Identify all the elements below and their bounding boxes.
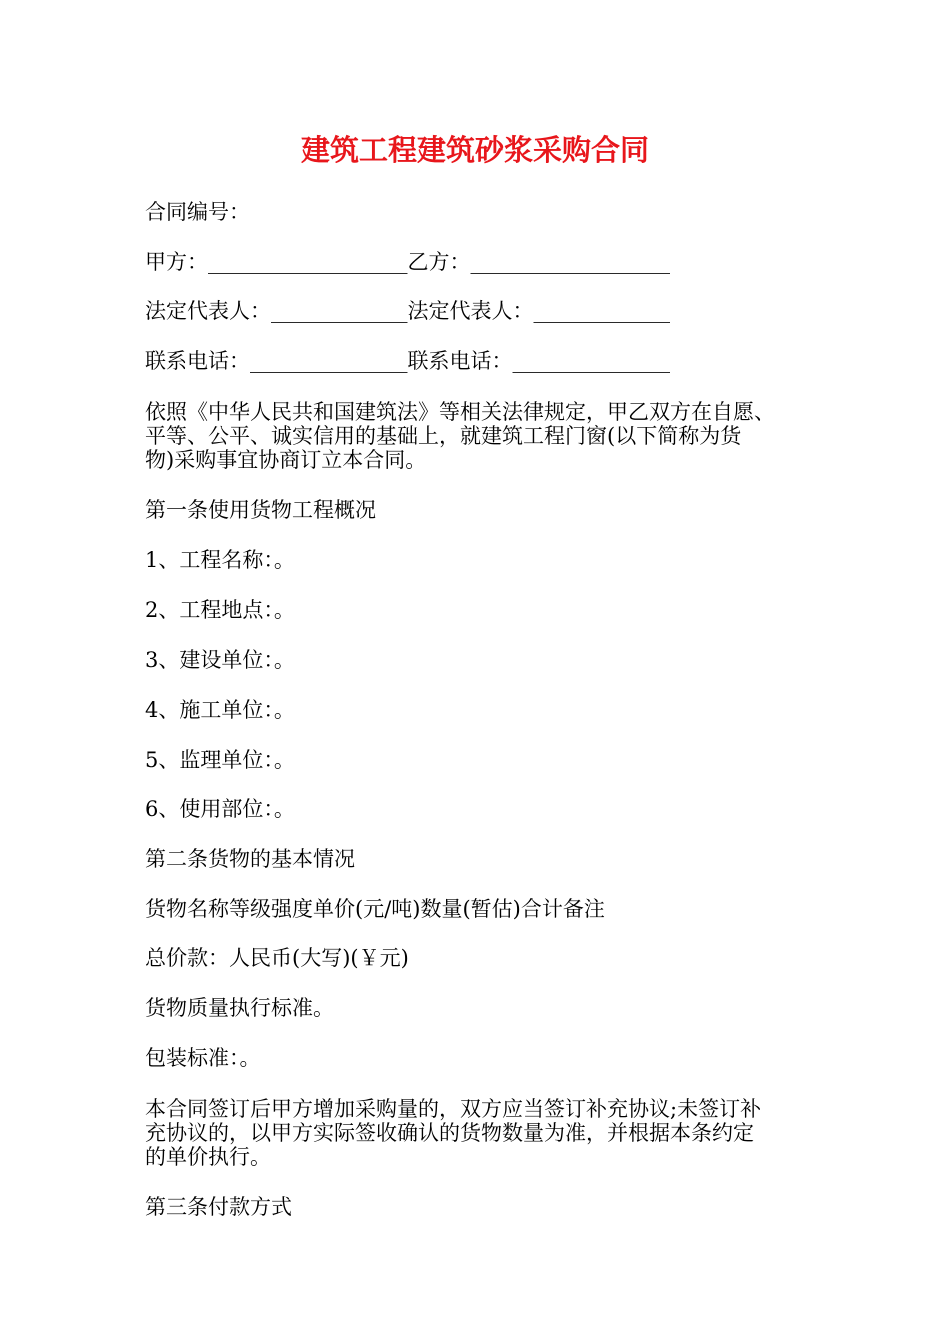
legal-representative-line: 法定代表人：_____________法定代表人：_____________ — [145, 299, 670, 323]
supplement-line: 的单价执行。 — [145, 1145, 271, 1169]
article1-item: 3、建设单位：。 — [145, 648, 295, 672]
intro-line: 平等、公平、诚实信用的基础上，就建筑工程门窗(以下简称为货 — [145, 424, 742, 448]
intro-line: 依照《中华人民共和国建筑法》等相关法律规定，甲乙双方在自愿、 — [145, 400, 775, 424]
article1-title: 第一条使用货物工程概况 — [145, 498, 376, 522]
article1-item: 6、使用部位：。 — [145, 797, 295, 821]
article2-title: 第二条货物的基本情况 — [145, 847, 355, 871]
supplement-line: 本合同签订后甲方增加采购量的，双方应当签订补充协议;未签订补 — [145, 1097, 762, 1121]
contract-number: 合同编号： — [145, 200, 250, 224]
article1-item: 2、工程地点：。 — [145, 598, 295, 622]
article3-title: 第三条付款方式 — [145, 1195, 292, 1219]
article1-item: 1、工程名称：。 — [145, 548, 295, 572]
quality-standard: 货物质量执行标准。 — [145, 996, 334, 1020]
total-price: 总价款：人民币(大写)(￥元) — [145, 946, 409, 970]
intro-line: 物)采购事宜协商订立本合同。 — [145, 448, 427, 472]
document-title: 建筑工程建筑砂浆采购合同 — [300, 133, 649, 167]
supplement-paragraph — [145, 1097, 817, 1169]
article1-item: 4、施工单位：。 — [145, 698, 295, 722]
party-line: 甲方：___________________乙方：___________________ — [145, 250, 670, 274]
goods-table-header: 货物名称等级强度单价(元/吨)数量(暂估)合计备注 — [145, 897, 605, 921]
supplement-line: 充协议的，以甲方实际签收确认的货物数量为准，并根据本条约定 — [145, 1121, 754, 1145]
intro-paragraph — [145, 400, 817, 472]
packing-standard: 包装标准：。 — [145, 1046, 261, 1070]
phone-line: 联系电话：_______________联系电话：_______________ — [145, 349, 670, 373]
article1-item: 5、监理单位：。 — [145, 748, 295, 772]
